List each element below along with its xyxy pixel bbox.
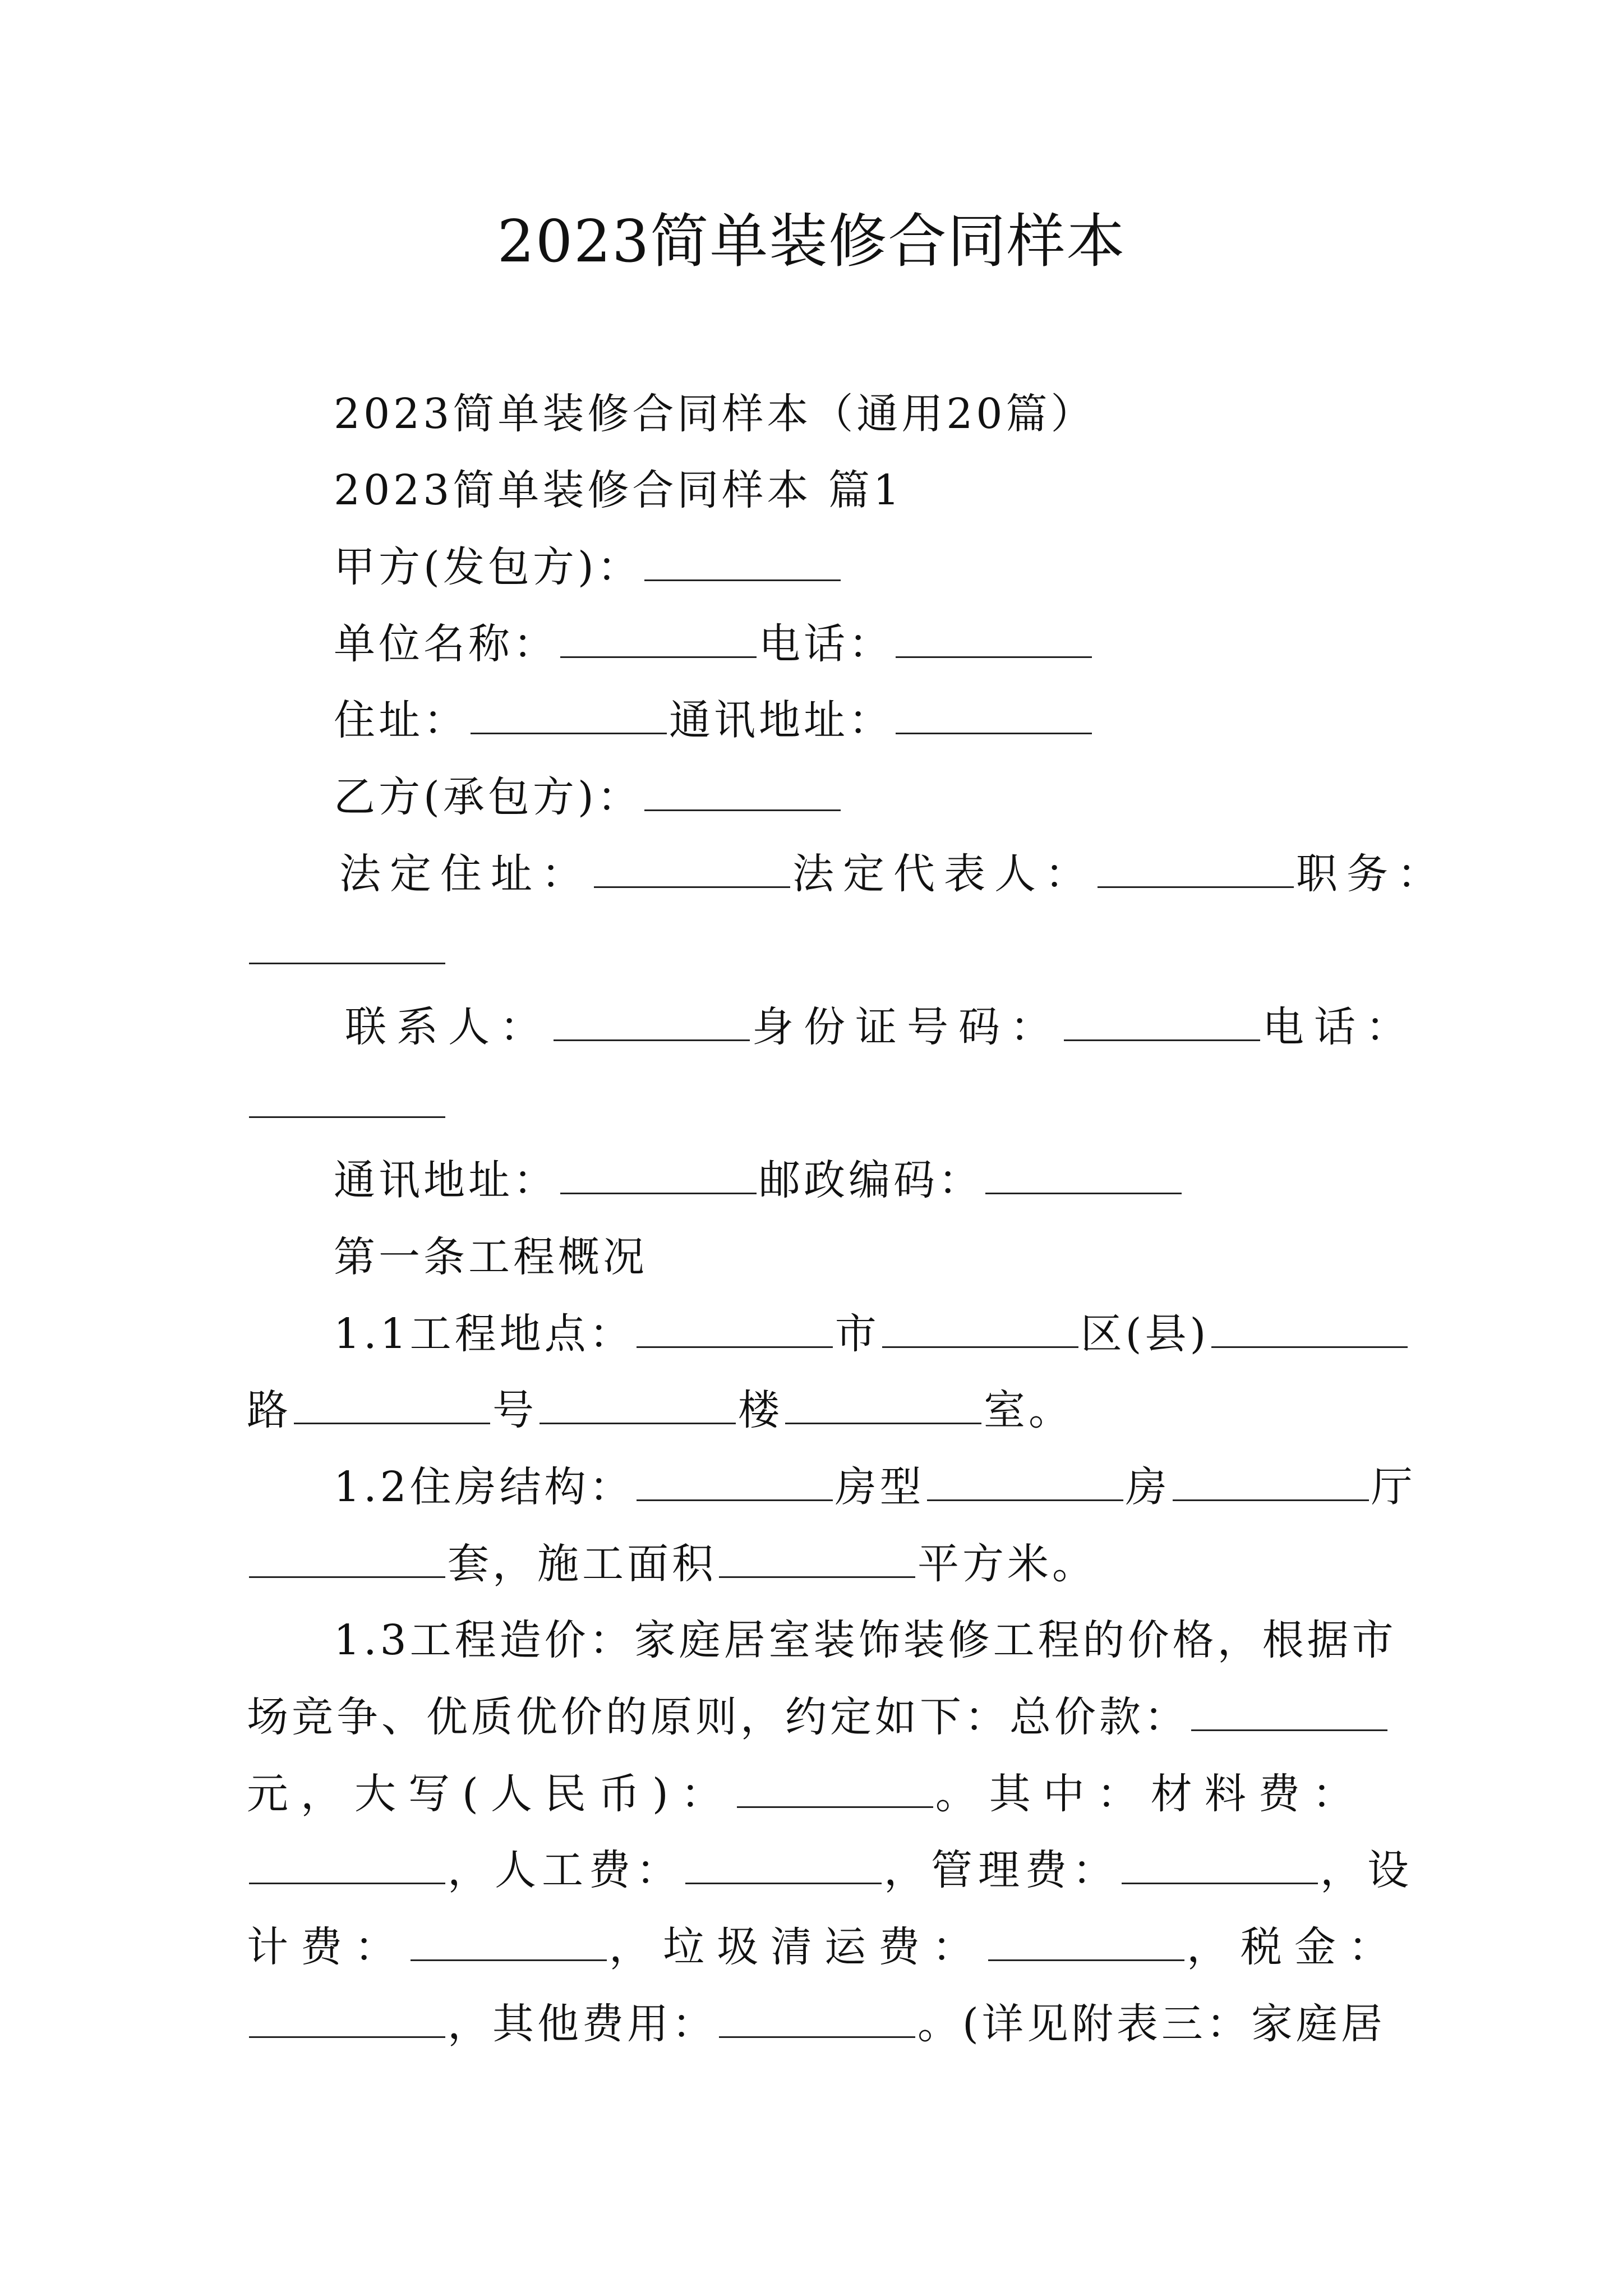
line-text: 2023简单装修合同样本 篇1 (334, 466, 903, 514)
line-text: ，人工费： (448, 1846, 683, 1894)
fill-in-blank (560, 1153, 757, 1194)
fill-in-blank (540, 1383, 736, 1424)
line-text: 厅 (1371, 1463, 1416, 1511)
fill-in-blank (785, 1383, 981, 1424)
line-text: 房 (1125, 1463, 1170, 1511)
doc-line-1-1-cont (247, 1379, 1073, 1442)
doc-line-mailing (334, 1149, 1184, 1212)
line-text: 身份证号码： (752, 1003, 1062, 1051)
doc-line-1-3-cont-4 (247, 1916, 1402, 1978)
line-text: 法定住址： (339, 850, 592, 898)
line-text: 2023简单装修合同样本（通用20篇） (334, 390, 1096, 438)
fill-in-blank (1122, 1843, 1318, 1884)
line-text: ，管理费： (884, 1846, 1119, 1894)
line-text: ，税金： (1187, 1923, 1402, 1971)
doc-line-contact (345, 996, 1417, 1059)
doc-line-1-3-cont-1 (247, 1686, 1390, 1749)
fill-in-blank (594, 847, 790, 888)
line-text: 房型 (834, 1463, 925, 1511)
line-text: 1.3工程造价：家庭居室装饰装修工程的价格，根据市 (334, 1616, 1397, 1664)
fill-in-blank (637, 1460, 833, 1501)
line-text: 路 (247, 1386, 292, 1434)
fill-in-blank (411, 1920, 607, 1961)
fill-in-blank (249, 1997, 445, 2038)
line-text: 楼 (738, 1386, 783, 1434)
fill-in-blank (896, 693, 1092, 734)
fill-in-blank (249, 1537, 445, 1578)
line-text: ，垃圾清运费： (609, 1923, 986, 1971)
doc-line-subtitle (334, 383, 1096, 445)
doc-line-blank-wrap-1 (247, 919, 448, 982)
fill-in-blank (249, 923, 445, 964)
doc-line-1-3-cont-3 (247, 1839, 1414, 1902)
line-text: 室。 (984, 1386, 1073, 1434)
line-text: 单位名称： (334, 620, 558, 668)
line-text: 通讯地址： (334, 1156, 558, 1204)
line-text: 元，大写(人民币)： (247, 1770, 735, 1818)
line-text: 电话： (1262, 1003, 1417, 1051)
doc-line-article-1 (334, 1226, 648, 1289)
line-text: 场竞争、优质优价的原则，约定如下：总价款： (247, 1693, 1189, 1741)
doc-line-1-1 (334, 1303, 1410, 1365)
doc-line-legal-address (339, 843, 1447, 905)
line-text: 联系人： (345, 1003, 551, 1051)
doc-line-address (334, 689, 1094, 752)
fill-in-blank (644, 770, 841, 811)
line-text: 号 (492, 1386, 537, 1434)
line-text: 计费： (247, 1923, 408, 1971)
fill-in-blank (719, 1997, 915, 2038)
line-text: 邮政编码： (759, 1156, 983, 1204)
doc-line-blank-wrap-2 (247, 1073, 448, 1135)
line-text: 法定代表人： (792, 850, 1095, 898)
document-title: 2023简单装修合同样本 (497, 207, 1126, 275)
fill-in-blank (685, 1843, 882, 1884)
fill-in-blank (644, 540, 841, 581)
line-text: 甲方(发包方)： (334, 543, 642, 591)
line-text: 第一条工程概况 (334, 1233, 648, 1281)
fill-in-blank (1064, 1000, 1260, 1041)
fill-in-blank (988, 1920, 1184, 1961)
doc-line-section-heading (334, 459, 903, 522)
line-text: 平方米。 (917, 1540, 1097, 1588)
line-text: 1.2住房结构： (334, 1463, 634, 1511)
fill-in-blank (927, 1460, 1123, 1501)
fill-in-blank (637, 1307, 833, 1348)
fill-in-blank (1211, 1307, 1408, 1348)
line-text: ，设 (1320, 1846, 1414, 1894)
line-text: 住址： (334, 696, 468, 744)
doc-line-party-b (334, 766, 843, 829)
fill-in-blank (1173, 1460, 1369, 1501)
line-text: 乙方(承包方)： (334, 773, 642, 821)
fill-in-blank (294, 1383, 490, 1424)
doc-line-1-2 (334, 1456, 1416, 1519)
doc-line-1-2-cont (247, 1533, 1097, 1595)
line-text: 。其中：材料费： (935, 1770, 1366, 1818)
line-text: 通讯地址： (669, 696, 893, 744)
fill-in-blank (471, 693, 667, 734)
line-text: 区(县) (1080, 1310, 1210, 1358)
fill-in-blank (719, 1537, 915, 1578)
line-text: 。(详见附表三：家庭居 (917, 2000, 1386, 2048)
line-text: 套，施工面积 (448, 1540, 717, 1588)
fill-in-blank (249, 1077, 445, 1118)
doc-line-1-3 (334, 1609, 1397, 1672)
fill-in-blank (985, 1153, 1182, 1194)
fill-in-blank (249, 1843, 445, 1884)
fill-in-blank (554, 1000, 750, 1041)
line-text: 市 (834, 1310, 880, 1358)
doc-line-party-a (334, 536, 843, 599)
fill-in-blank (896, 617, 1092, 658)
doc-line-1-3-cont-2 (247, 1763, 1366, 1825)
line-text: 电话： (759, 620, 893, 668)
fill-in-blank (737, 1767, 933, 1808)
doc-line-1-3-cont-5 (247, 1993, 1386, 2055)
fill-in-blank (560, 617, 757, 658)
fill-in-blank (882, 1307, 1078, 1348)
line-text: 1.1工程地点： (334, 1310, 634, 1358)
line-text: 职务： (1296, 850, 1447, 898)
line-text: ，其他费用： (448, 2000, 717, 2048)
doc-line-unit-name (334, 613, 1094, 675)
fill-in-blank (1191, 1690, 1387, 1731)
fill-in-blank (1098, 847, 1294, 888)
